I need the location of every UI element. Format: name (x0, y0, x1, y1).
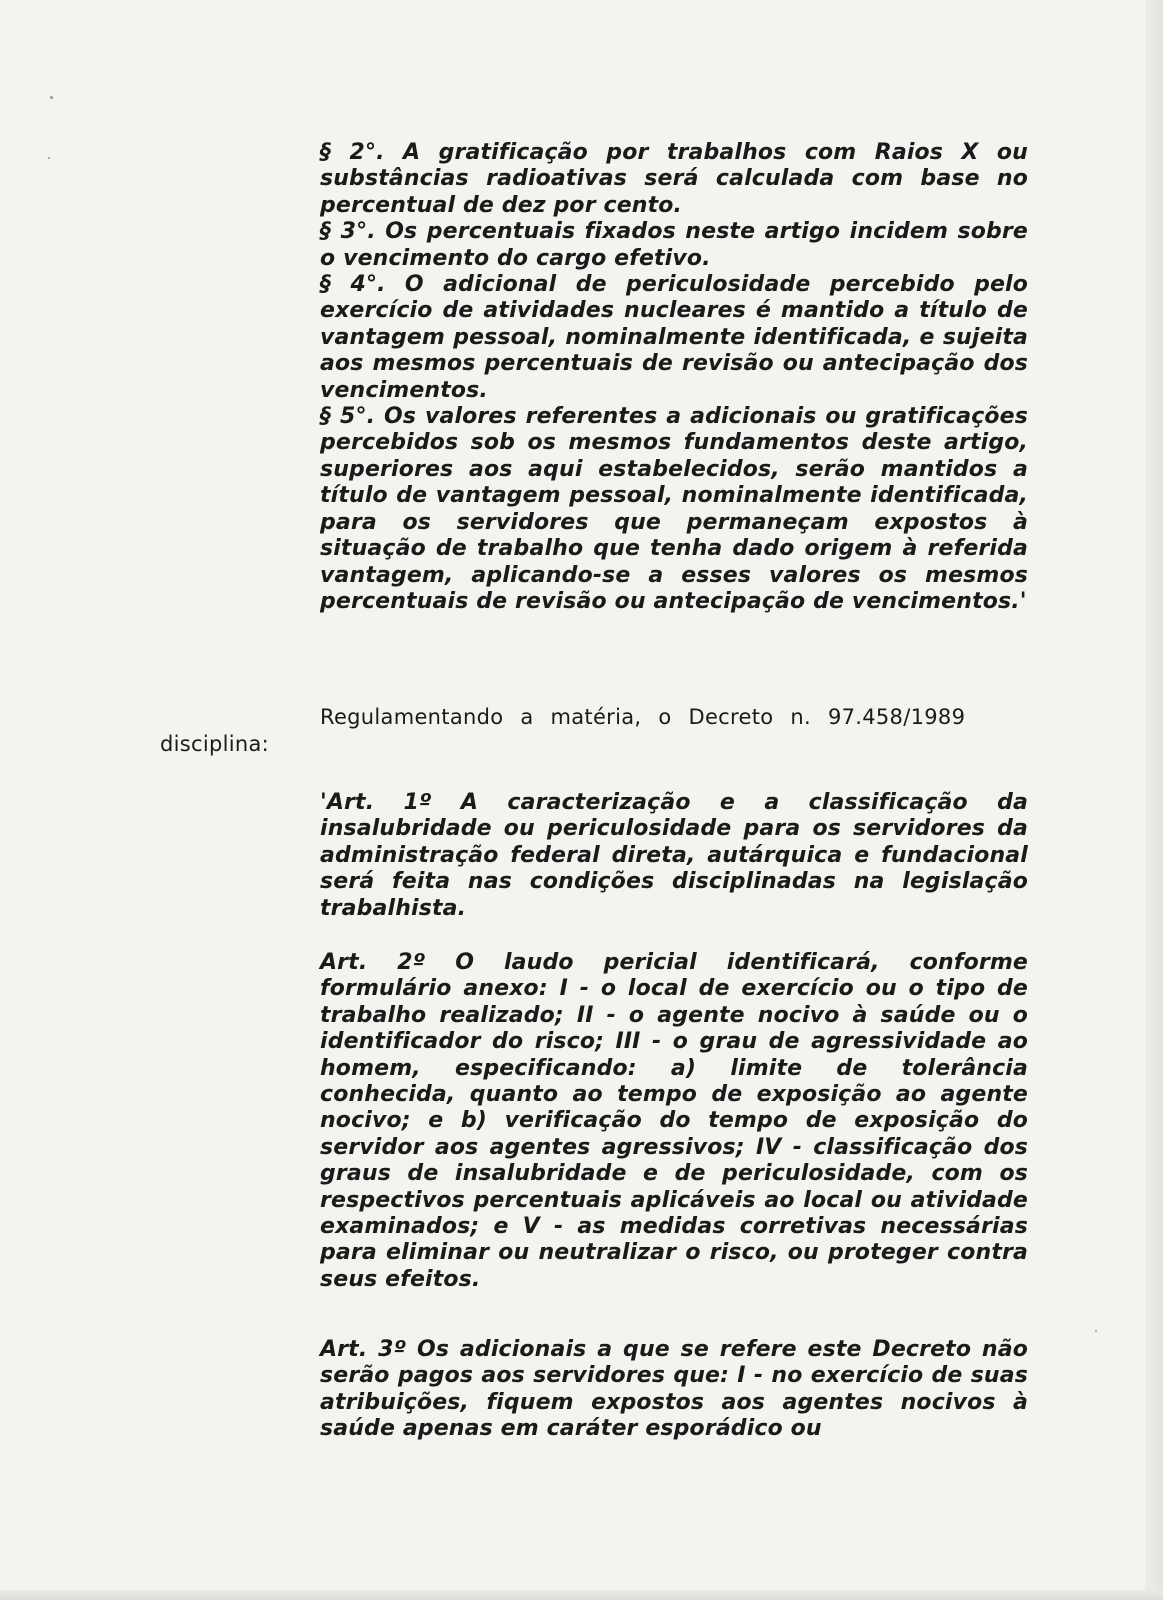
article-2 (320, 950, 1028, 1293)
intro-margin-word: disciplina: (160, 732, 270, 756)
paragraph-5: § 5°. Os valores referentes a adicionais ou gratificações percebidos sob os mesmos fundamentos deste artigo, superiores aos aqui estabelecidos, serão mantidos a título de vantagem pessoal, nominalmente identificada, para os servidores que permaneçam expostos à situação de trabalho que tenha dado origem à referida vantagem, aplicando-se a esses valores os mesmos percentuais de revisão ou antecipação de vencimentos.' (320, 404, 1028, 614)
paragraph-3: § 3°. Os percentuais fixados neste artigo incidem sobre o vencimento do cargo efetivo. (320, 219, 1028, 271)
intro-sentence: Regulamentando a matéria, o Decreto n. 97.458/1989 (320, 705, 966, 729)
paragraph-4: § 4°. O adicional de periculosidade percebido pelo exercício de atividades nucleares é mantido a título de vantagem pessoal, nominalmente identificada, e sujeita aos mesmos percentuais de revisão ou antecipação dos vencimentos. (320, 272, 1028, 403)
article-1-text: 'Art. 1º A caracterização e a classificação da insalubridade ou periculosidade para os servidores da administração federal direta, autárquica e fundacional será feita nas condições disciplinadas na legislação trabalhista. (320, 790, 1028, 921)
article-1 (320, 790, 1028, 922)
scan-speck (48, 157, 50, 159)
quoted-law-paragraphs (320, 140, 1028, 615)
paragraph-2: § 2°. A gratificação por trabalhos com Raios X ou substâncias radioativas será calculada com base no percentual de dez por cento. (320, 140, 1028, 218)
article-3-text: Art. 3º Os adicionais a que se refere este Decreto não serão pagos aos servidores que: I - no exercício de suas atribuições, fiquem expostos aos agentes nocivos à saúde apenas em caráter esporádico ou (320, 1337, 1028, 1442)
page-bottom-edge (0, 1590, 1163, 1600)
article-2-text: Art. 2º O laudo pericial identificará, conforme formulário anexo: I - o local de exercício ou o tipo de trabalho realizado; II - o agente nocivo à saúde ou o identificador do risco; III - o grau de agressividade ao homem, especificando: a) limite de tolerância conhecida, quanto ao tempo de exposição ao agente nocivo; e b) verificação do tempo de exposição do servidor aos agentes agressivos; IV - classificação dos graus de insalubridade e de periculosidade, com os respectivos percentuais aplicáveis ao local ou atividade examinados; e V - as medidas corretivas necessárias para eliminar ou neutralizar o risco, ou proteger contra seus efeitos. (320, 950, 1028, 1292)
scan-speck (1095, 1330, 1097, 1332)
scan-speck (50, 96, 53, 99)
page-edge (1145, 0, 1163, 1600)
article-3 (320, 1337, 1028, 1443)
